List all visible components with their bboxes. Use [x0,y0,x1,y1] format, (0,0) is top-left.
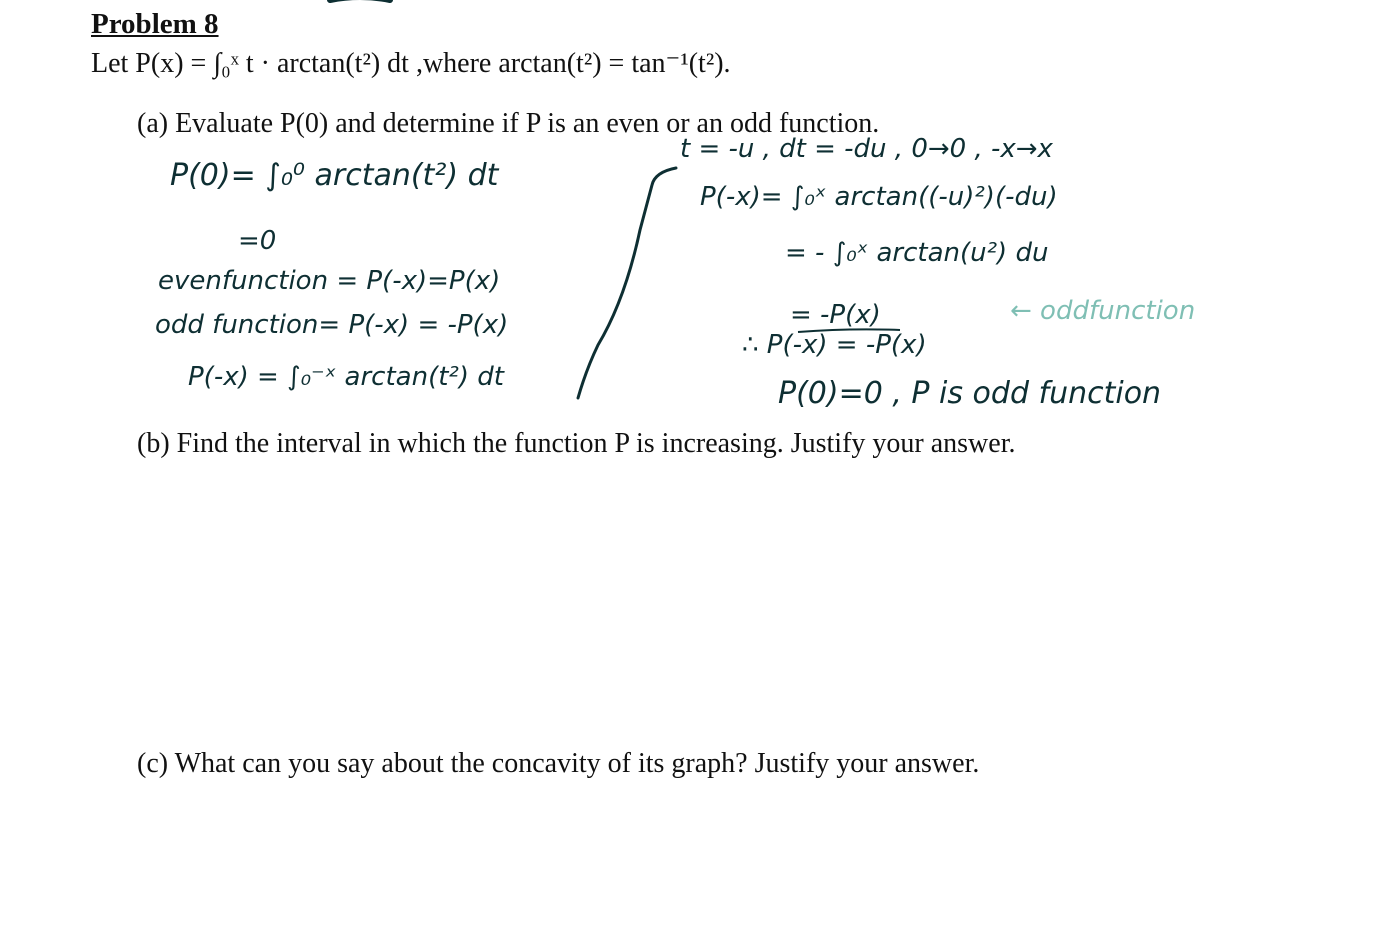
hw-zero: =0 [238,226,277,256]
question-text: Find the interval in which the function P is increasing. Justify your answer. [176,428,1016,459]
question-b [137,428,1015,460]
hw-odd: odd function= P(-x) = -P(x) [155,310,509,340]
hw-pneg: P(-x) = ∫₀⁻ˣ arctan(t²) dt [188,362,504,392]
problem-definition: Let P(x) = ∫₀ˣ t · arctan(t²) dt ,where arctan(t²) = tan⁻¹(t²). [91,48,731,79]
hw-step3: = -P(x) [790,300,881,330]
question-text: What can you say about the concavity of its graph? Justify your answer. [174,748,980,779]
hw-conclusion: P(0)=0 , P is odd function [778,376,1162,411]
bracket-stroke [578,168,676,398]
hw-step1: P(-x)= ∫₀ˣ arctan((-u)²)(-du) [700,182,1058,212]
hw-note: ← oddfunction [1010,296,1196,326]
question-text: Evaluate P(0) and determine if P is an even or an odd function. [175,108,880,139]
hw-p0: P(0)= ∫₀⁰ arctan(t²) dt [170,158,499,193]
question-label: (c) [137,748,169,779]
hw-sub: t = -u , dt = -du , 0→0 , -x→x [680,134,1053,164]
question-label: (b) [137,428,170,459]
question-c [137,748,979,780]
hw-even: evenfunction = P(-x)=P(x) [158,266,501,296]
problem-title: Problem 8 [91,8,219,40]
hw-step2: = - ∫₀ˣ arctan(u²) du [785,238,1049,268]
question-label: (a) [137,108,169,139]
hw-step4: ∴ P(-x) = -P(x) [742,330,927,360]
